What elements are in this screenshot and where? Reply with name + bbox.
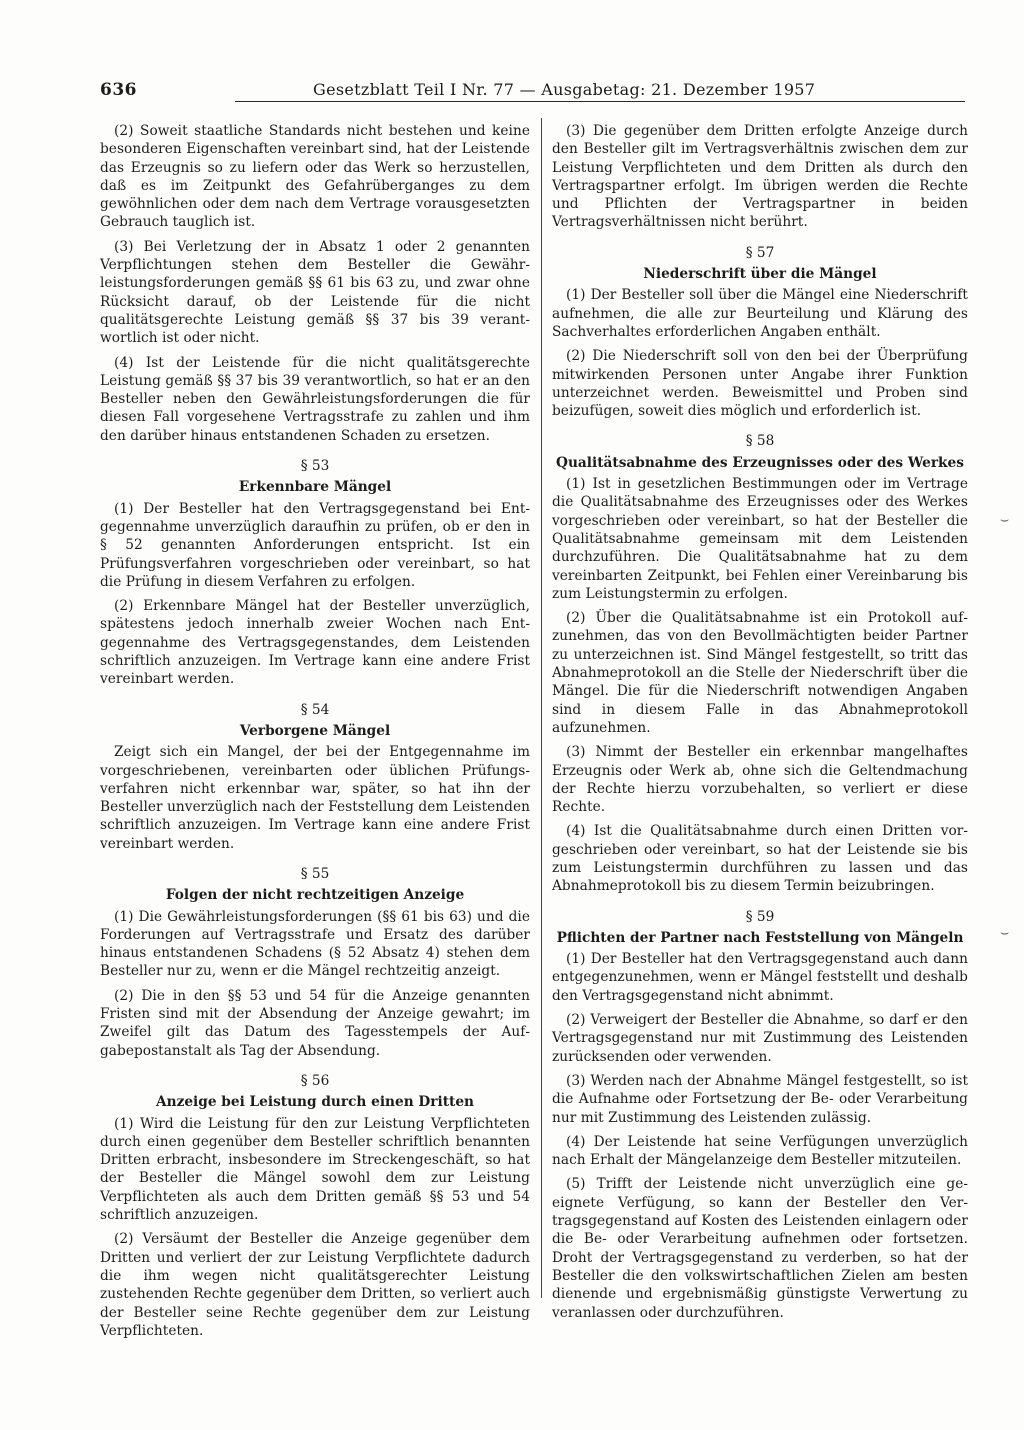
paragraph: (5) Trifft der Leistende nicht unverzüglich eine geeignete Verfügung, so kann der Besteller den Vertragsgegenstand auf Kosten des Leistenden einlagern oder die Be- oder Verarbeitung aufnehmen oder fortsetzen. Droht der Vertragsgegenstand zu verderben, so hat der Besteller die den volkswirtschaftlichen Zielen am besten dienende und ergebnismäßig günstigste Verwertung zu veranlassen oder durchzuführen. (552, 1176, 968, 1321)
section-number: § 58 (745, 433, 775, 450)
section-number: § 55 (300, 865, 330, 882)
section-number: § 53 (300, 458, 330, 475)
paragraph: (2) Soweit staatliche Standards nicht bestehen und keine besonderen Eigenschaften vereinbart sind, hat der Leistende das Erzeugnis so zu liefern oder das Werk so herzustellen, daß es im Zeitpunkt des Gefahrüberganges zu dem gewöhnlichen oder dem nach dem Vertrage vorausgesetzten Gebrauch tauglich ist. (100, 123, 530, 231)
section-title: Qualitätsabnahme des Erzeugnisses oder des Werkes (556, 454, 964, 471)
page-number: 636 (100, 80, 137, 100)
section-number: § 56 (300, 1072, 330, 1089)
paragraph: (2) Die Niederschrift soll von den bei der Überprüfung mitwirkenden Personen unter Angabe ihrer Funktion unterzeichnet werden. Beweismittel und Proben sind beizufügen, soweit dies möglich und erforderlich ist. (552, 348, 968, 420)
section-title: Verborgene Mängel (239, 722, 391, 739)
paragraph: (3) Die gegenüber dem Dritten erfolgte Anzeige durch den Besteller gilt im Vertragsverhältnis zwischen dem zur Leistung Verpflichteten und dem Dritten als durch den Vertragspartner erfolgt. Im übrigen werden die Rechte und Pflichten der Vertragspartner in beiden Vertragsverhältnissen nicht berührt. (552, 123, 968, 231)
paragraph: (1) Ist in gesetzlichen Bestimmungen oder im Vertrage die Qualitätsabnahme des Erzeugnisses oder des Werkes vorgeschrieben oder vereinbart, so hat der Besteller die Qualitätsabnahme gemeinsam mit dem Leistenden durchzuführen. Die Qualitätsabnahme hat zu dem vereinbarten Zeitpunkt, bei Fehlen einer Vereinbarung bis zum Leistungstermin zu erfolgen. (552, 476, 968, 602)
margin-mark: ⌣ (1000, 925, 1010, 941)
section-title: Pflichten der Partner nach Feststellung von Mängeln (556, 929, 964, 946)
page-header (95, 80, 965, 102)
paragraph: (1) Der Besteller hat den Vertragsgegenstand auch dann entgegenzunehmen, wenn er Mängel feststellt und deshalb den Vertragsgegenstand nicht abnimmt. (552, 951, 968, 1004)
paragraph: (2) Versäumt der Besteller die Anzeige gegenüber dem Dritten und verliert der zur Leistung Verpflichtete dadurch die ihm wegen nicht qualitätsgerechter Leistung zustehenden Rechte gegenüber dem Dritten, so verliert auch der Besteller seine Rechte gegenüber dem zur Leistung Verpflichteten. (100, 1231, 530, 1339)
section-title: Erkennbare Mängel (238, 479, 392, 496)
margin-mark: ⌣ (1000, 512, 1010, 528)
paragraph: (1) Die Gewährleistungsforderungen (§§ 61 bis 63) und die Forderungen auf Vertragsstrafe und Ersatz des darüber hinaus entstandenen Schadens (§ 52 Absatz 4) stehen dem Besteller nur zu, wenn er die Mängel rechtzeitig anzeigt. (100, 908, 530, 980)
paragraph: (4) Der Leistende hat seine Verfügungen unverzüglich nach Erhalt der Mängelanzeige dem Besteller mitzuteilen. (552, 1133, 968, 1169)
left-column (100, 122, 530, 1346)
paragraph: (4) Ist die Qualitätsabnahme durch einen Dritten vorgeschrieben oder vereinbart, so hat der Leistende sie bis zum Leistungstermin durchführen zu lassen und das Abnahmeprotokoll bis zu diesem Termin beizubringen. (552, 823, 968, 895)
paragraph: (1) Der Besteller soll über die Mängel eine Niederschrift aufnehmen, die alle zur Beurteilung und Klärung des Sachverhaltes erforderlichen Angaben enthält. (552, 287, 968, 340)
right-column (552, 122, 968, 1328)
header-rule (235, 101, 965, 102)
section-title: Folgen der nicht rechtzeitigen Anzeige (165, 887, 465, 904)
section-number: § 57 (745, 244, 775, 261)
column-divider (541, 118, 542, 1298)
paragraph: (4) Ist der Leistende für die nicht qualitätsgerechte Leistung gemäß §§ 37 bis 39 verantwortlich, so hat er an den Besteller neben den Gewährleistungsforderungen die für diesen Fall vorgesehene Vertragsstrafe zu zahlen und ihm den darüber hinaus entstandenen Schaden zu ersetzen. (100, 354, 530, 444)
paragraph: (2) Über die Qualitätsabnahme ist ein Protokoll aufzunehmen, das von den Bevollmächtigten beider Partner zu unterzeichnen ist. Sind Mängel festgestellt, so tritt das Abnahmeprotokoll an die Stelle der Niederschrift über die Mängel. Die für die Niederschrift notwendigen Angaben sind in diesem Falle in das Abnahmeprotokoll aufzunehmen. (552, 610, 968, 736)
paragraph: (1) Wird die Leistung für den zur Leistung Verpflichteten durch einen gegenüber dem Besteller schriftlich benannten Dritten erbracht, insbesondere im Streckengeschäft, so hat der Besteller die Mängel sowohl dem zur Leistung Verpflichteten als auch dem Dritten gemäß §§ 53 und 54 schriftlich anzuzeigen. (100, 1115, 530, 1224)
section-title: Niederschrift über die Mängel (643, 266, 877, 283)
paragraph: Zeigt sich ein Mangel, der bei der Entgegennahme im vorgeschriebenen, vereinbarten oder üblichen Prüfungsverfahren nicht erkennbar war, später, so hat ihn der Besteller unverzüglich nach der Feststellung dem Leistenden schriftlich anzuzeigen. Im Vertrage kann eine andere Frist vereinbart werden. (100, 744, 530, 852)
section-number: § 59 (745, 908, 775, 925)
paragraph: (3) Werden nach der Abnahme Mängel festgestellt, so ist die Aufnahme oder Fortsetzung der Be- oder Verarbeitung nur mit Zustimmung des Leistenden zulässig. (552, 1072, 968, 1126)
paragraph: (3) Nimmt der Besteller ein erkennbar mangelhaftes Erzeugnis oder Werk ab, ohne sich die Geltendmachung der Rechte hierzu vorzubehalten, so verliert er diese Rechte. (552, 744, 968, 816)
paragraph: (1) Der Besteller hat den Vertragsgegenstand bei Entgegennahme unverzüglich daraufhin zu prüfen, ob er den in § 52 genannten Anforderungen entspricht. Ist ein Prüfungsverfahren vorgeschrieben oder vereinbart, so hat die Prüfung in diesem Verfahren zu erfolgen. (100, 500, 530, 590)
section-number: § 54 (300, 701, 330, 718)
section-title: Anzeige bei Leistung durch einen Dritten (156, 1094, 474, 1111)
paragraph: (2) Verweigert der Besteller die Abnahme, so darf er den Vertragsgegenstand nur mit Zustimmung des Leistenden zurücksenden oder verwenden. (552, 1012, 968, 1065)
paragraph: (2) Die in den §§ 53 und 54 für die Anzeige genannten Fristen sind mit der Absendung der Anzeige gewahrt; im Zweifel gilt das Datum des Tagesstempels der Aufgabepostanstalt als Tag der Absendung. (100, 987, 530, 1059)
paragraph: (3) Bei Verletzung der in Absatz 1 oder 2 genannten Verpflichtungen stehen dem Besteller die Gewährleistungsforderungen gemäß §§ 61 bis 63 zu, und zwar ohne Rücksicht darauf, ob der Leistende für die nicht qualitätsgerechte Leistung gemäß §§ 37 bis 39 verantwortlich ist oder nicht. (100, 238, 530, 347)
paragraph: (2) Erkennbare Mängel hat der Besteller unverzüglich, spätestens jedoch innerhalb zweier Wochen nach Entgegennahme des Vertragsgegenstandes, dem Leistenden schriftlich anzuzeigen. Im Vertrage kann eine andere Frist vereinbart werden. (100, 598, 530, 688)
running-title: Gesetzblatt Teil I Nr. 77 — Ausgabetag: 21. Dezember 1957 (313, 80, 816, 99)
